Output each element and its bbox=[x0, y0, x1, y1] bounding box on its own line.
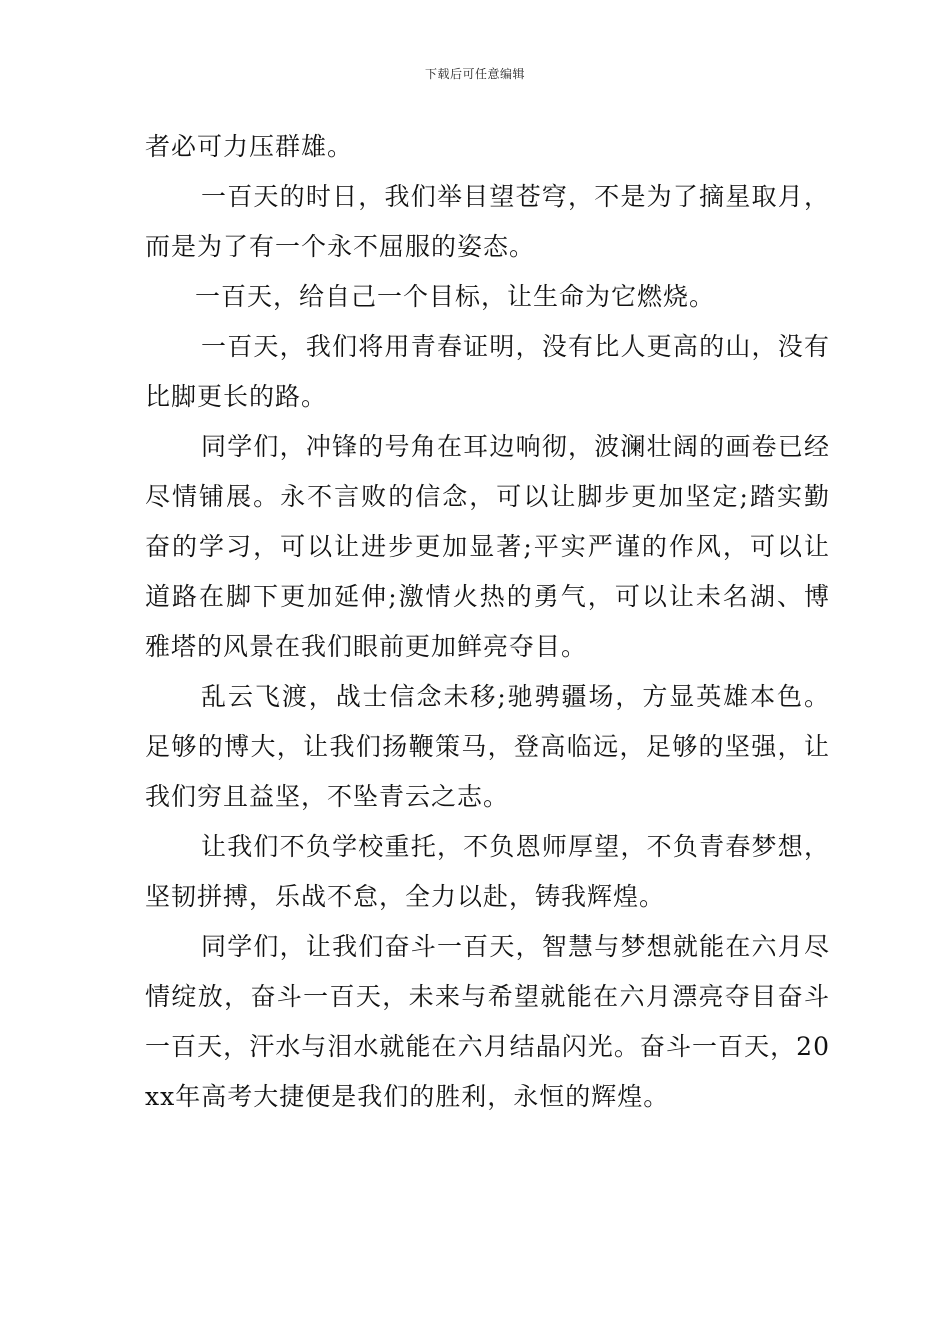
paragraph-2: 一百天的时日，我们举目望苍穹，不是为了摘星取月，而是为了有一个永不屈服的姿态。 bbox=[145, 182, 830, 261]
paragraph-7: 让我们不负学校重托，不负恩师厚望，不负青春梦想，坚韧拼搏，乐战不怠，全力以赴，铸我辉煌。 bbox=[145, 832, 830, 911]
paragraph-1: 者必可力压群雄。 bbox=[145, 132, 354, 161]
paragraph-6: 乱云飞渡，战士信念未移;驰骋疆场，方显英雄本色。足够的博大，让我们扬鞭策马，登高临远，足够的坚强，让我们穷且益坚，不坠青云之志。 bbox=[145, 682, 830, 811]
document-body bbox=[145, 122, 830, 1122]
paragraph-5: 同学们，冲锋的号角在耳边响彻，波澜壮阔的画卷已经尽情铺展。永不言败的信念，可以让脚步更加坚定;踏实勤奋的学习，可以让进步更加显著;平实严谨的作风，可以让道路在脚下更加延伸;激情火热的勇气，可以让未名湖、博雅塔的风景在我们眼前更加鲜亮夺目。 bbox=[145, 432, 830, 661]
paragraph-4: 一百天，我们将用青春证明，没有比人更高的山，没有比脚更长的路。 bbox=[145, 332, 830, 411]
page-header: 下载后可任意编辑 bbox=[424, 67, 525, 81]
paragraph-8: 同学们，让我们奋斗一百天，智慧与梦想就能在六月尽情绽放，奋斗一百天，未来与希望就能在六月漂亮夺目奋斗一百天，汗水与泪水就能在六月结晶闪光。奋斗一百天，20xx年高考大捷便是我们的胜利，永恒的辉煌。 bbox=[145, 932, 830, 1111]
paragraph-3: 一百天，给自己一个目标，让生命为它燃烧。 bbox=[195, 282, 716, 311]
